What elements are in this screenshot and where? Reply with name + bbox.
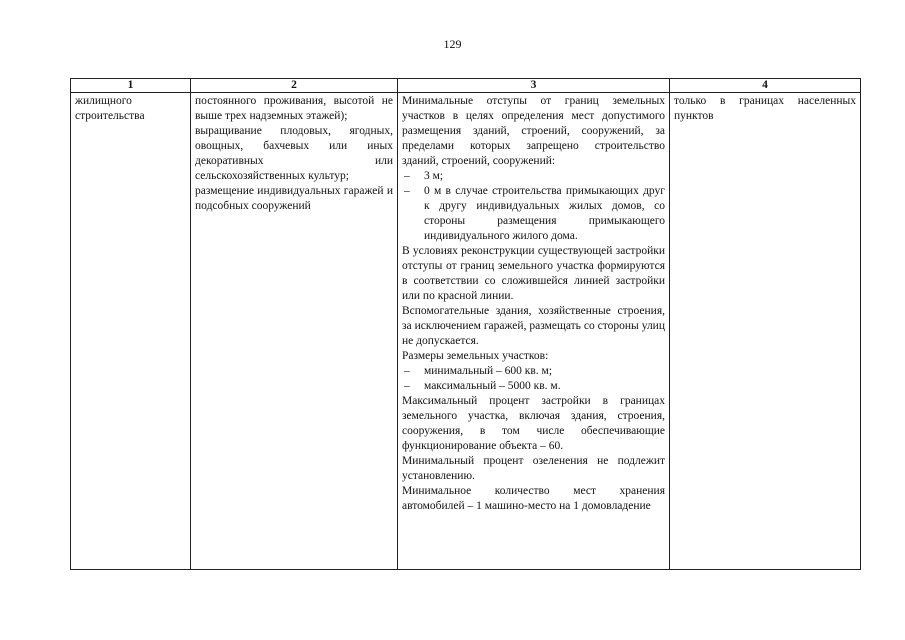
column-header-3: 3 xyxy=(398,79,670,93)
plot-sizes-list xyxy=(402,364,665,394)
list-item xyxy=(402,169,665,184)
list-item-text: 3 м; xyxy=(424,170,444,182)
plot-sizes-heading: Размеры земельных участков: xyxy=(402,350,549,362)
cell-permitted-uses xyxy=(191,93,398,570)
list-item xyxy=(402,379,665,394)
auxiliary-buildings-paragraph: Вспомогательные здания, хозяйственные строения, за исключением гаражей, размещать со стороны улиц не допускается. xyxy=(402,305,665,347)
page-number: 129 xyxy=(443,37,462,51)
permitted-use-1: постоянного проживания, высотой не выше трех надземных этажей); xyxy=(195,95,393,122)
reconstruction-paragraph: В условиях реконструкции существующей застройки отступы от границ земельного участка формируются в соответствии со сложившейся линией застройки или по красной линии. xyxy=(402,245,665,302)
permitted-use-2: выращивание плодовых, ягодных, овощных, бахчевых или иных декоративных или сельскохозяйственных культур; xyxy=(195,125,393,182)
list-item-text: 0 м в случае строительства примыкающих друг к другу индивидуальных жилых домов, со стороны размещения примыкающего индивидуального жилого дома. xyxy=(424,185,665,242)
table-header-row xyxy=(71,79,861,93)
column-header-1: 1 xyxy=(71,79,191,93)
coverage-paragraph: Максимальный процент застройки в границах земельного участка, включая здания, строения, сооружения, в том числе обеспечивающие функционирование объекта – 60. xyxy=(402,395,665,452)
dash-mark: – xyxy=(404,185,410,197)
limitations-text: только в границах населенных пунктов xyxy=(674,95,856,122)
landscaping-paragraph: Минимальный процент озеленения не подлежит установлению. xyxy=(402,455,665,482)
use-type-line-1: жилищного xyxy=(75,95,132,107)
list-item xyxy=(402,184,665,244)
setbacks-paragraph: Минимальные отступы от границ земельных участков в целях определения мест допустимого размещения зданий, строений, сооружений, за пределами которых запрещено строительство зданий, строений, сооружений: xyxy=(402,95,665,167)
regulations-table xyxy=(70,78,861,570)
dash-mark: – xyxy=(404,380,410,392)
cell-parameters xyxy=(398,93,670,570)
cell-limitations xyxy=(670,93,861,570)
table-row xyxy=(71,93,861,570)
list-item-text: максимальный – 5000 кв. м. xyxy=(424,380,561,392)
setbacks-list xyxy=(402,169,665,244)
dash-mark: – xyxy=(404,170,410,182)
dash-mark: – xyxy=(404,365,410,377)
permitted-use-3: размещение индивидуальных гаражей и подсобных сооружений xyxy=(195,185,393,212)
column-header-4: 4 xyxy=(670,79,861,93)
use-type-line-2: строительства xyxy=(75,110,145,122)
cell-use-type xyxy=(71,93,191,570)
parking-paragraph: Минимальное количество мест хранения автомобилей – 1 машино-место на 1 домовладение xyxy=(402,485,665,512)
list-item-text: минимальный – 600 кв. м; xyxy=(424,365,553,377)
list-item xyxy=(402,364,665,379)
column-header-2: 2 xyxy=(191,79,398,93)
